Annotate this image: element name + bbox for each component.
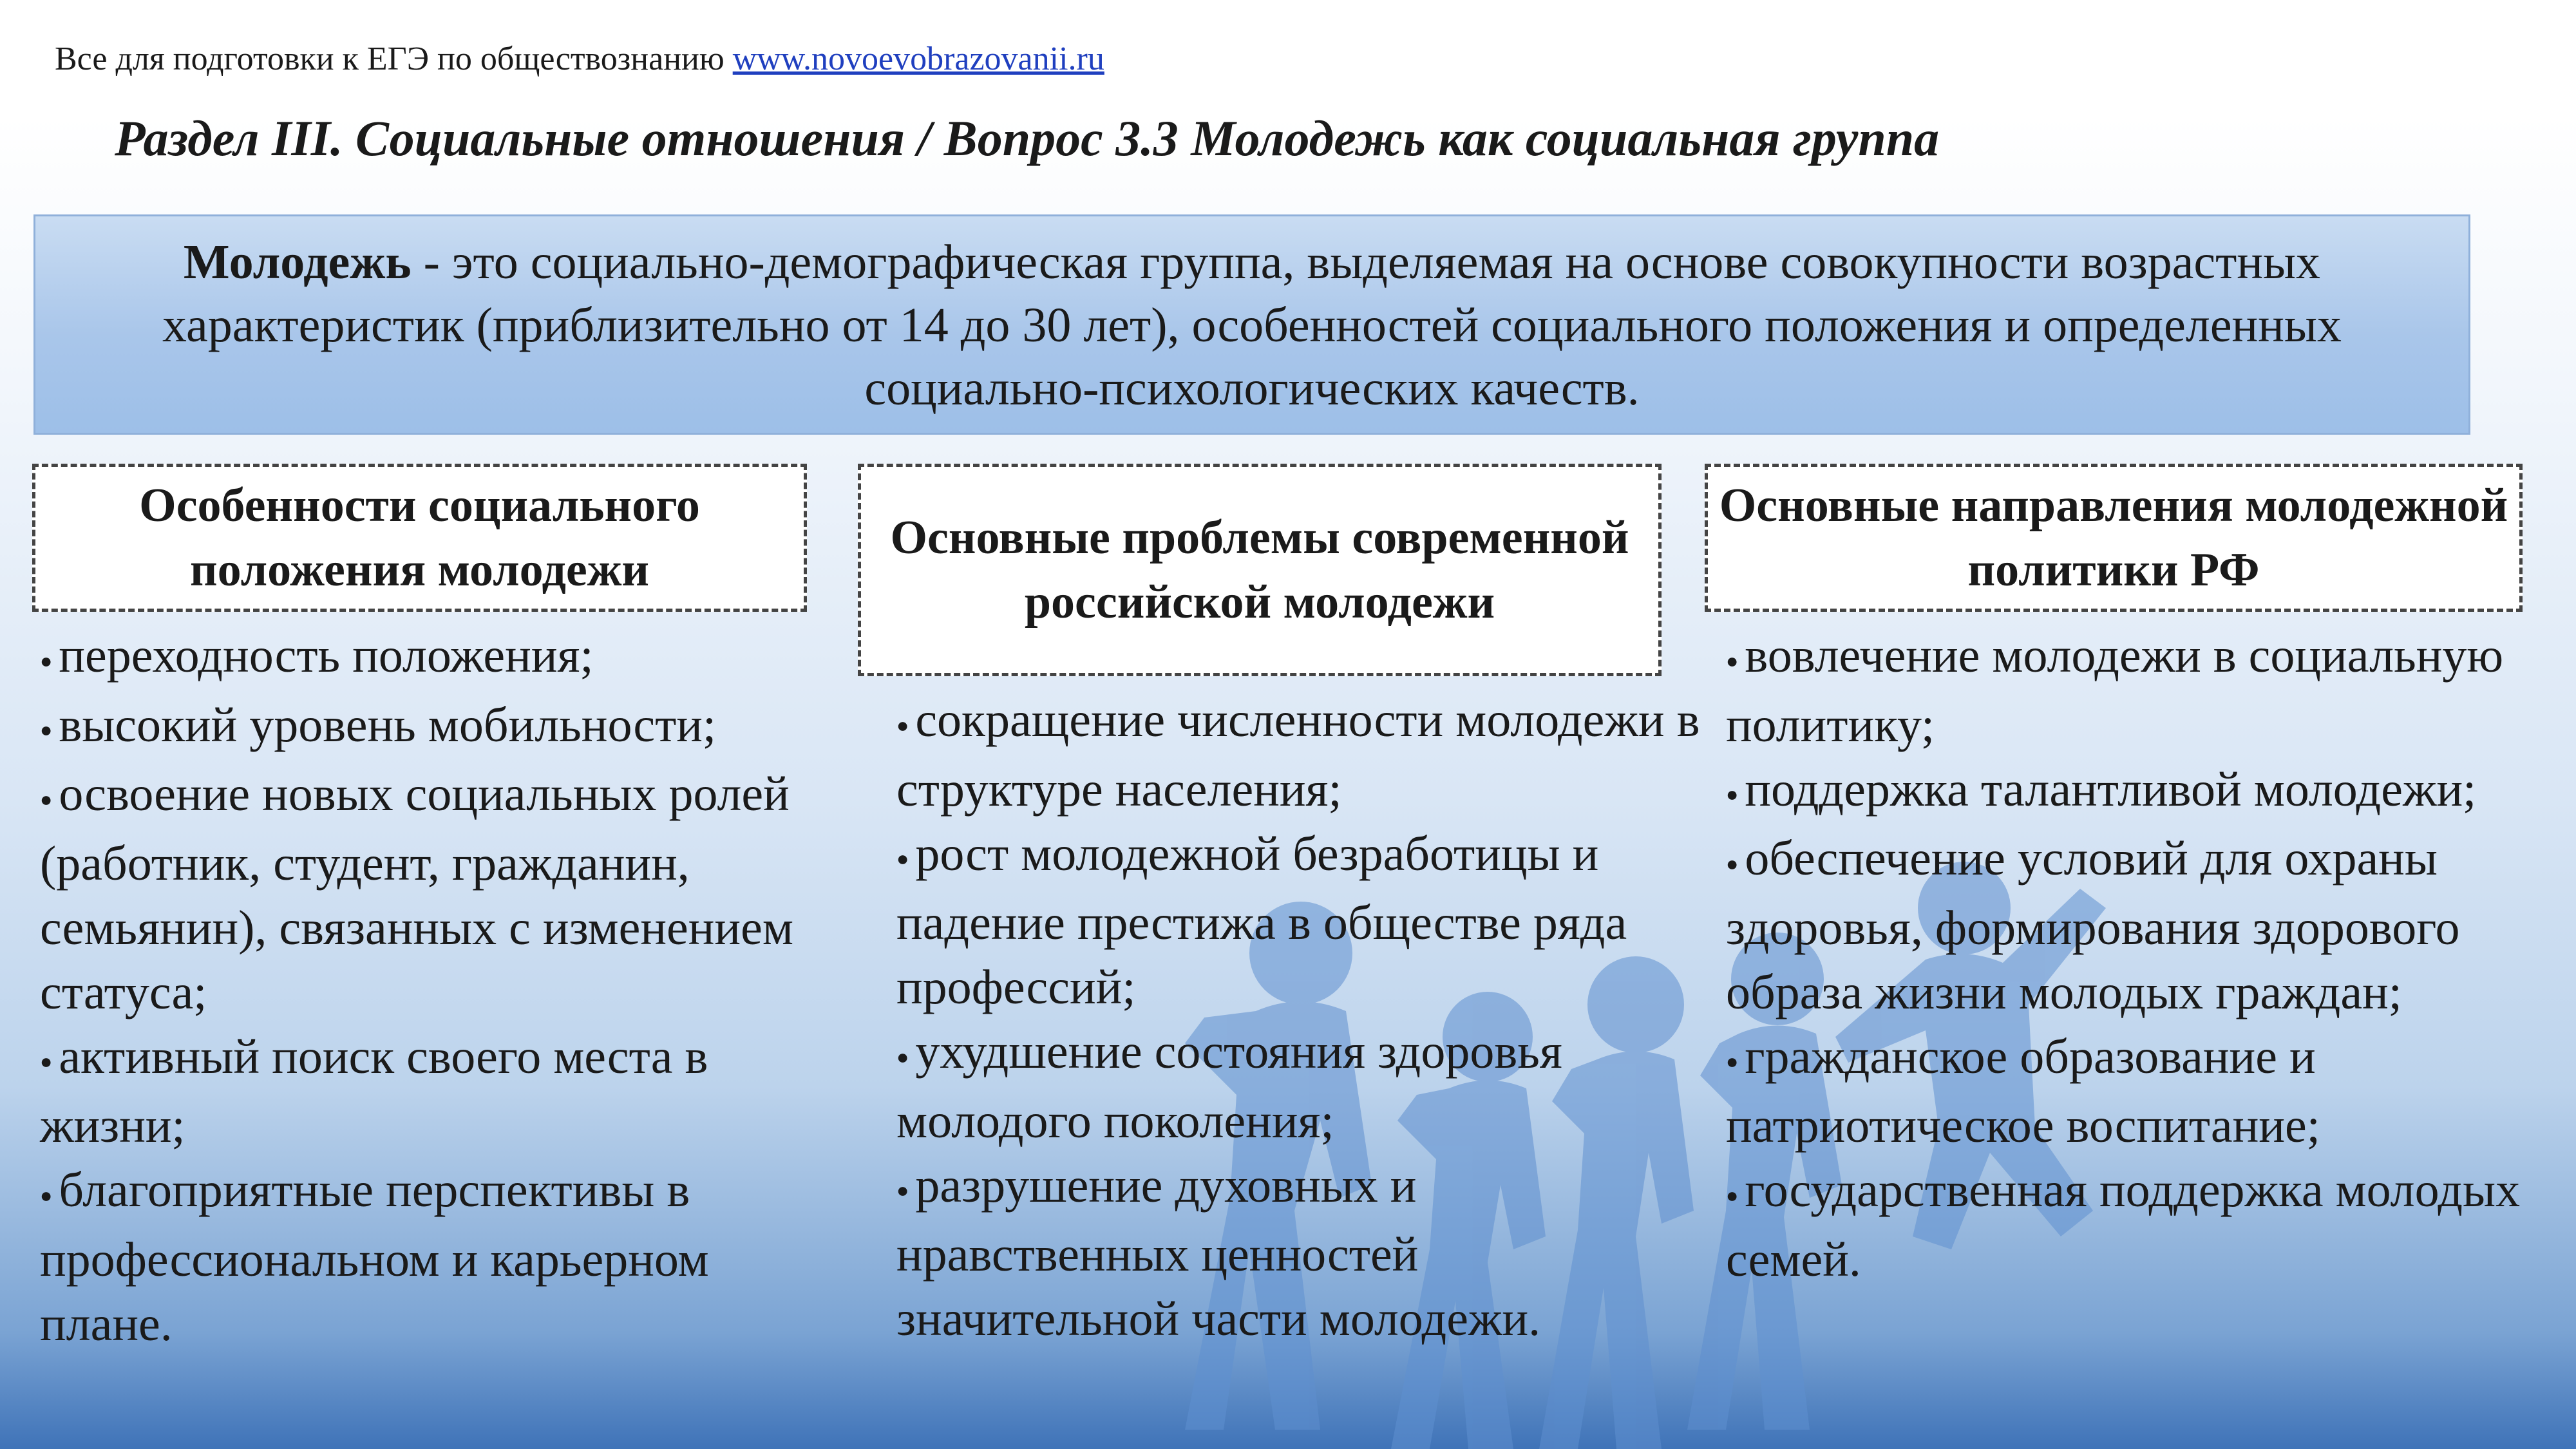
list-item <box>40 1158 826 1356</box>
bullet-icon: ● <box>896 1179 909 1202</box>
header-prefix-text: Все для подготовки к ЕГЭ по обществознанию <box>55 41 724 77</box>
list-item-text: активный поиск своего места в жизни; <box>40 1029 708 1153</box>
list-item-text: разрушение духовных и нравственных ценностей значительной части молодежи. <box>896 1158 1541 1347</box>
list-item <box>1726 757 2550 827</box>
list-item <box>896 1153 1701 1352</box>
column-heading-text: Особенности социального положения молодежи <box>139 479 700 596</box>
bullet-icon: ● <box>1726 649 1739 672</box>
column-heading-text: Основные проблемы современной российской молодежи <box>890 511 1629 629</box>
list-item <box>896 822 1701 1020</box>
list-item-text: освоение новых социальных ролей (работник, студент, гражданин, семьянин), связанных с изменением статуса; <box>40 767 793 1019</box>
column-heading-policy <box>1705 464 2523 612</box>
list-item <box>40 762 826 1025</box>
list-item-text: высокий уровень мобильности; <box>59 697 717 752</box>
bullet-icon: ● <box>1726 1183 1739 1207</box>
bullet-icon: ● <box>40 787 53 811</box>
list-item <box>40 623 826 693</box>
policy-list <box>1726 623 2550 1292</box>
site-header-line <box>55 40 1104 78</box>
list-item-text: благоприятные перспективы в профессиональном и карьерном плане. <box>40 1163 709 1351</box>
list-item-text: поддержка талантливой молодежи; <box>1745 762 2477 817</box>
list-item <box>896 688 1701 822</box>
column-heading-problems <box>858 464 1662 676</box>
definition-text: - это социально-демографическая группа, выделяемая на основе совокупности возрастных характеристик (приблизительно от 14 до 30 лет), особенностей социального положения и определенных социально-психологических качеств. <box>162 235 2342 415</box>
list-item-text: сокращение численности молодежи в структуре населения; <box>896 693 1700 817</box>
list-item-text: вовлечение молодежи в социальную политику; <box>1726 629 2504 752</box>
bullet-icon: ● <box>1726 851 1739 875</box>
list-item-text: гражданское образование и патриотическое воспитание; <box>1726 1029 2320 1153</box>
bullet-icon: ● <box>40 649 53 672</box>
list-item-text: переходность положения; <box>59 629 594 683</box>
site-link[interactable]: www.novoevobrazovanii.ru <box>732 41 1104 77</box>
list-item <box>1726 826 2550 1025</box>
social-position-list <box>40 623 826 1356</box>
bullet-icon: ● <box>1726 782 1739 806</box>
column-heading-text: Основные направления молодежной политики РФ <box>1719 479 2508 596</box>
column-heading-social-position <box>32 464 807 612</box>
list-item-text: государственная поддержка молодых семей. <box>1726 1163 2521 1287</box>
bullet-icon: ● <box>1726 1050 1739 1074</box>
definition-box <box>33 214 2470 435</box>
problems-list <box>896 688 1701 1351</box>
page-title: Раздел III. Социальные отношения / Вопрос 3.3 Молодежь как социальная группа <box>115 110 1940 166</box>
bullet-icon: ● <box>40 1183 53 1207</box>
list-item <box>1726 1158 2550 1292</box>
bullet-icon: ● <box>896 713 909 737</box>
list-item <box>1726 623 2550 757</box>
list-item-text: ухудшение состояния здоровья молодого поколения; <box>896 1025 1562 1148</box>
list-item-text: рост молодежной безработицы и падение престижа в обществе ряда профессий; <box>896 826 1627 1015</box>
list-item <box>1726 1025 2550 1159</box>
bullet-icon: ● <box>40 718 53 742</box>
list-item <box>896 1019 1701 1153</box>
list-item <box>40 1025 826 1159</box>
list-item-text: обеспечение условий для охраны здоровья, формирования здорового образа жизни молодых граждан; <box>1726 831 2460 1019</box>
bullet-icon: ● <box>896 1045 909 1068</box>
bullet-icon: ● <box>40 1050 53 1074</box>
bullet-icon: ● <box>896 847 909 871</box>
list-item <box>40 693 826 762</box>
definition-term: Молодежь <box>183 235 412 289</box>
